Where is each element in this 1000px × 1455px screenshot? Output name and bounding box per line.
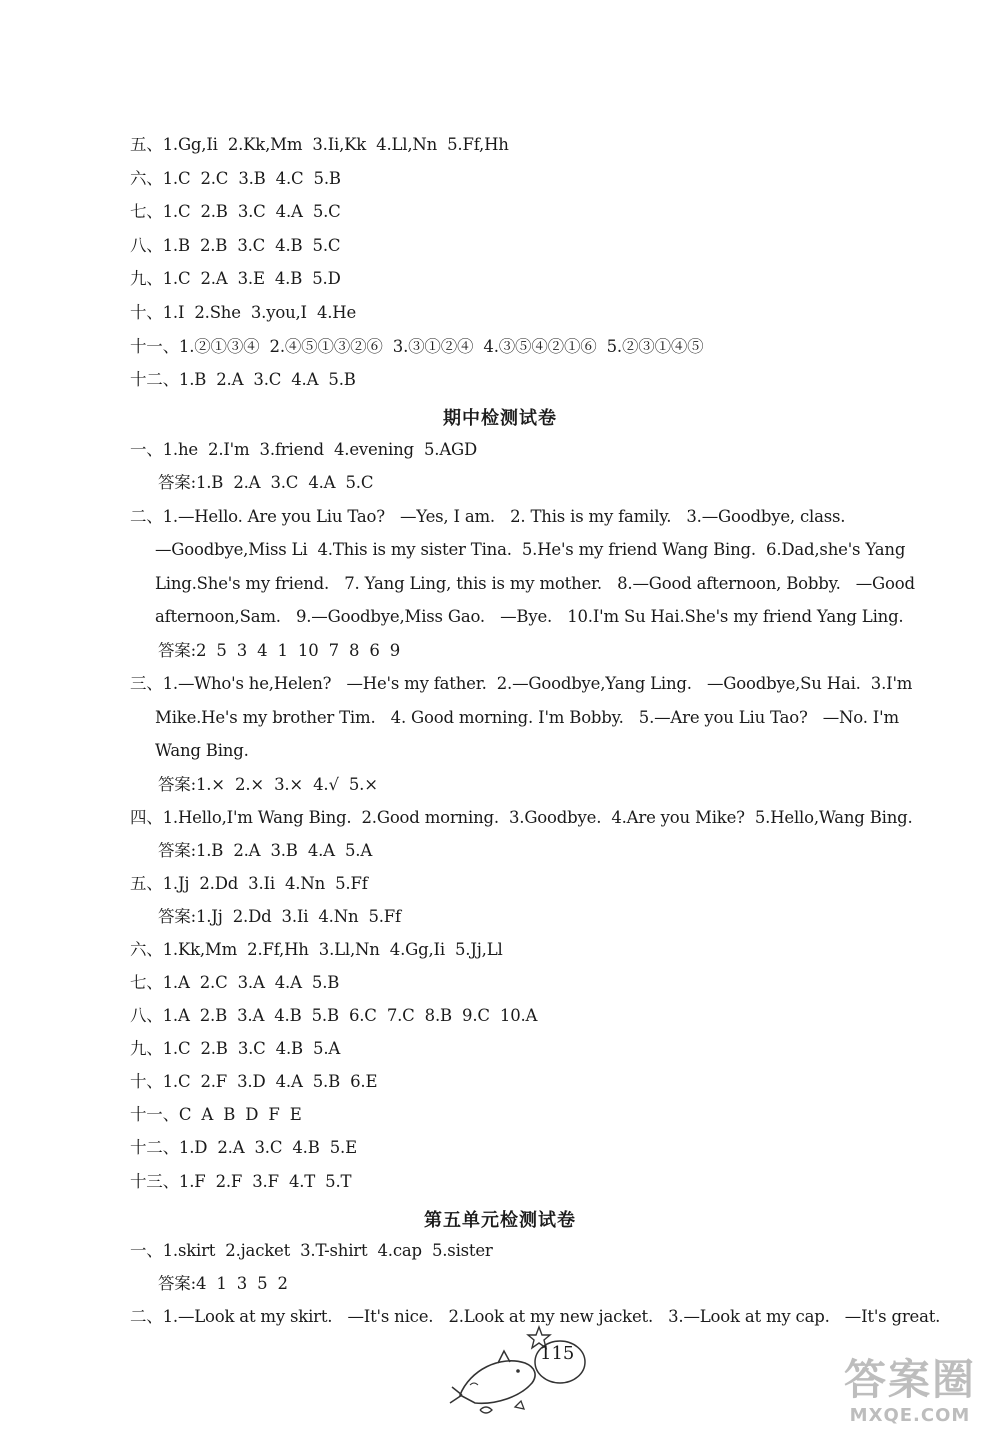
- answer-key-line: 答案:1.B 2.A 3.B 4.A 5.A: [158, 841, 373, 860]
- answer-line: 十、1.C 2.F 3.D 4.A 5.B 6.E: [130, 1072, 378, 1091]
- watermark-url: MXQE.COM: [849, 1405, 971, 1426]
- section-title: 第五单元检测试卷: [424, 1210, 576, 1231]
- answer-line: 十一、C A B D F E: [130, 1105, 302, 1124]
- answer-key-line: 答案:1.× 2.× 3.× 4.√ 5.×: [158, 775, 378, 794]
- answer-line: 九、1.C 2.B 3.C 4.B 5.A: [130, 1039, 341, 1058]
- answer-line: 十二、1.D 2.A 3.C 4.B 5.E: [130, 1138, 357, 1157]
- answer-line: Mike.He's my brother Tim. 4. Good morning. I'm Bobby. 5.—Are you Liu Tao? —No. I'm: [155, 708, 899, 727]
- answer-line: 三、1.—Who's he,Helen? —He's my father. 2.—Goodbye,Yang Ling. —Goodbye,Su Hai. 3.I'm: [130, 674, 913, 693]
- answer-line: 五、1.Jj 2.Dd 3.Ii 4.Nn 5.Ff: [130, 874, 368, 893]
- answer-line: 七、1.A 2.C 3.A 4.A 5.B: [130, 973, 340, 992]
- section-title: 期中检测试卷: [443, 408, 557, 429]
- watermark-logo: [830, 1355, 990, 1450]
- answer-line: 十三、1.F 2.F 3.F 4.T 5.T: [130, 1172, 352, 1191]
- answer-line: 八、1.B 2.B 3.C 4.B 5.C: [130, 236, 341, 255]
- answer-line: 四、1.Hello,I'm Wang Bing. 2.Good morning. 3.Goodbye. 4.Are you Mike? 5.Hello,Wang Bing.: [130, 808, 913, 827]
- answer-line: 八、1.A 2.B 3.A 4.B 5.B 6.C 7.C 8.B 9.C 10.A: [130, 1006, 538, 1025]
- answer-line: Wang Bing.: [155, 741, 249, 760]
- answer-key-line: 答案:4 1 3 5 2: [158, 1274, 288, 1293]
- answer-line: 九、1.C 2.A 3.E 4.B 5.D: [130, 269, 341, 288]
- answer-line: 二、1.—Hello. Are you Liu Tao? —Yes, I am. 2. This is my family. 3.—Goodbye, class.: [130, 507, 846, 526]
- answer-line: 十二、1.B 2.A 3.C 4.A 5.B: [130, 370, 356, 389]
- answer-line: 二、1.—Look at my skirt. —It's nice. 2.Look at my new jacket. 3.—Look at my cap. —It's great.: [130, 1307, 941, 1326]
- answer-line: 一、1.he 2.I'm 3.friend 4.evening 5.AGD: [130, 440, 478, 459]
- answer-line: —Goodbye,Miss Li 4.This is my sister Tina. 5.He's my friend Wang Bing. 6.Dad,she's Yang: [155, 540, 906, 559]
- answer-line: 六、1.C 2.C 3.B 4.C 5.B: [130, 169, 341, 188]
- answer-key-line: 答案:2 5 3 4 1 10 7 8 6 9: [158, 641, 401, 660]
- answer-line: Ling.She's my friend. 7. Yang Ling, this is my mother. 8.—Good afternoon, Bobby. —Good: [155, 574, 915, 593]
- answer-key-line: 答案:1.B 2.A 3.C 4.A 5.C: [158, 473, 374, 492]
- page-number: 115: [540, 1343, 575, 1364]
- answer-line: afternoon,Sam. 9.—Goodbye,Miss Gao. —Bye. 10.I'm Su Hai.She's my friend Yang Ling.: [155, 607, 904, 626]
- answer-line: 六、1.Kk,Mm 2.Ff,Hh 3.Ll,Nn 4.Gg,Ii 5.Jj,Ll: [130, 940, 503, 959]
- answer-key-line: 答案:1.Jj 2.Dd 3.Ii 4.Nn 5.Ff: [158, 907, 401, 926]
- answer-line: 十一、1.②①③④ 2.④⑤①③②⑥ 3.③①②④ 4.③⑤④②①⑥ 5.②③①④⑤: [130, 337, 704, 356]
- answer-line: 五、1.Gg,Ii 2.Kk,Mm 3.Ii,Kk 4.Ll,Nn 5.Ff,Hh: [130, 135, 509, 154]
- answer-line: 十、1.I 2.She 3.you,I 4.He: [130, 303, 357, 322]
- answer-line: 一、1.skirt 2.jacket 3.T-shirt 4.cap 5.sister: [130, 1241, 493, 1260]
- answer-line: 七、1.C 2.B 3.C 4.A 5.C: [130, 202, 341, 221]
- watermark-text: 答案圈: [843, 1355, 976, 1404]
- page-footer: [440, 1325, 600, 1425]
